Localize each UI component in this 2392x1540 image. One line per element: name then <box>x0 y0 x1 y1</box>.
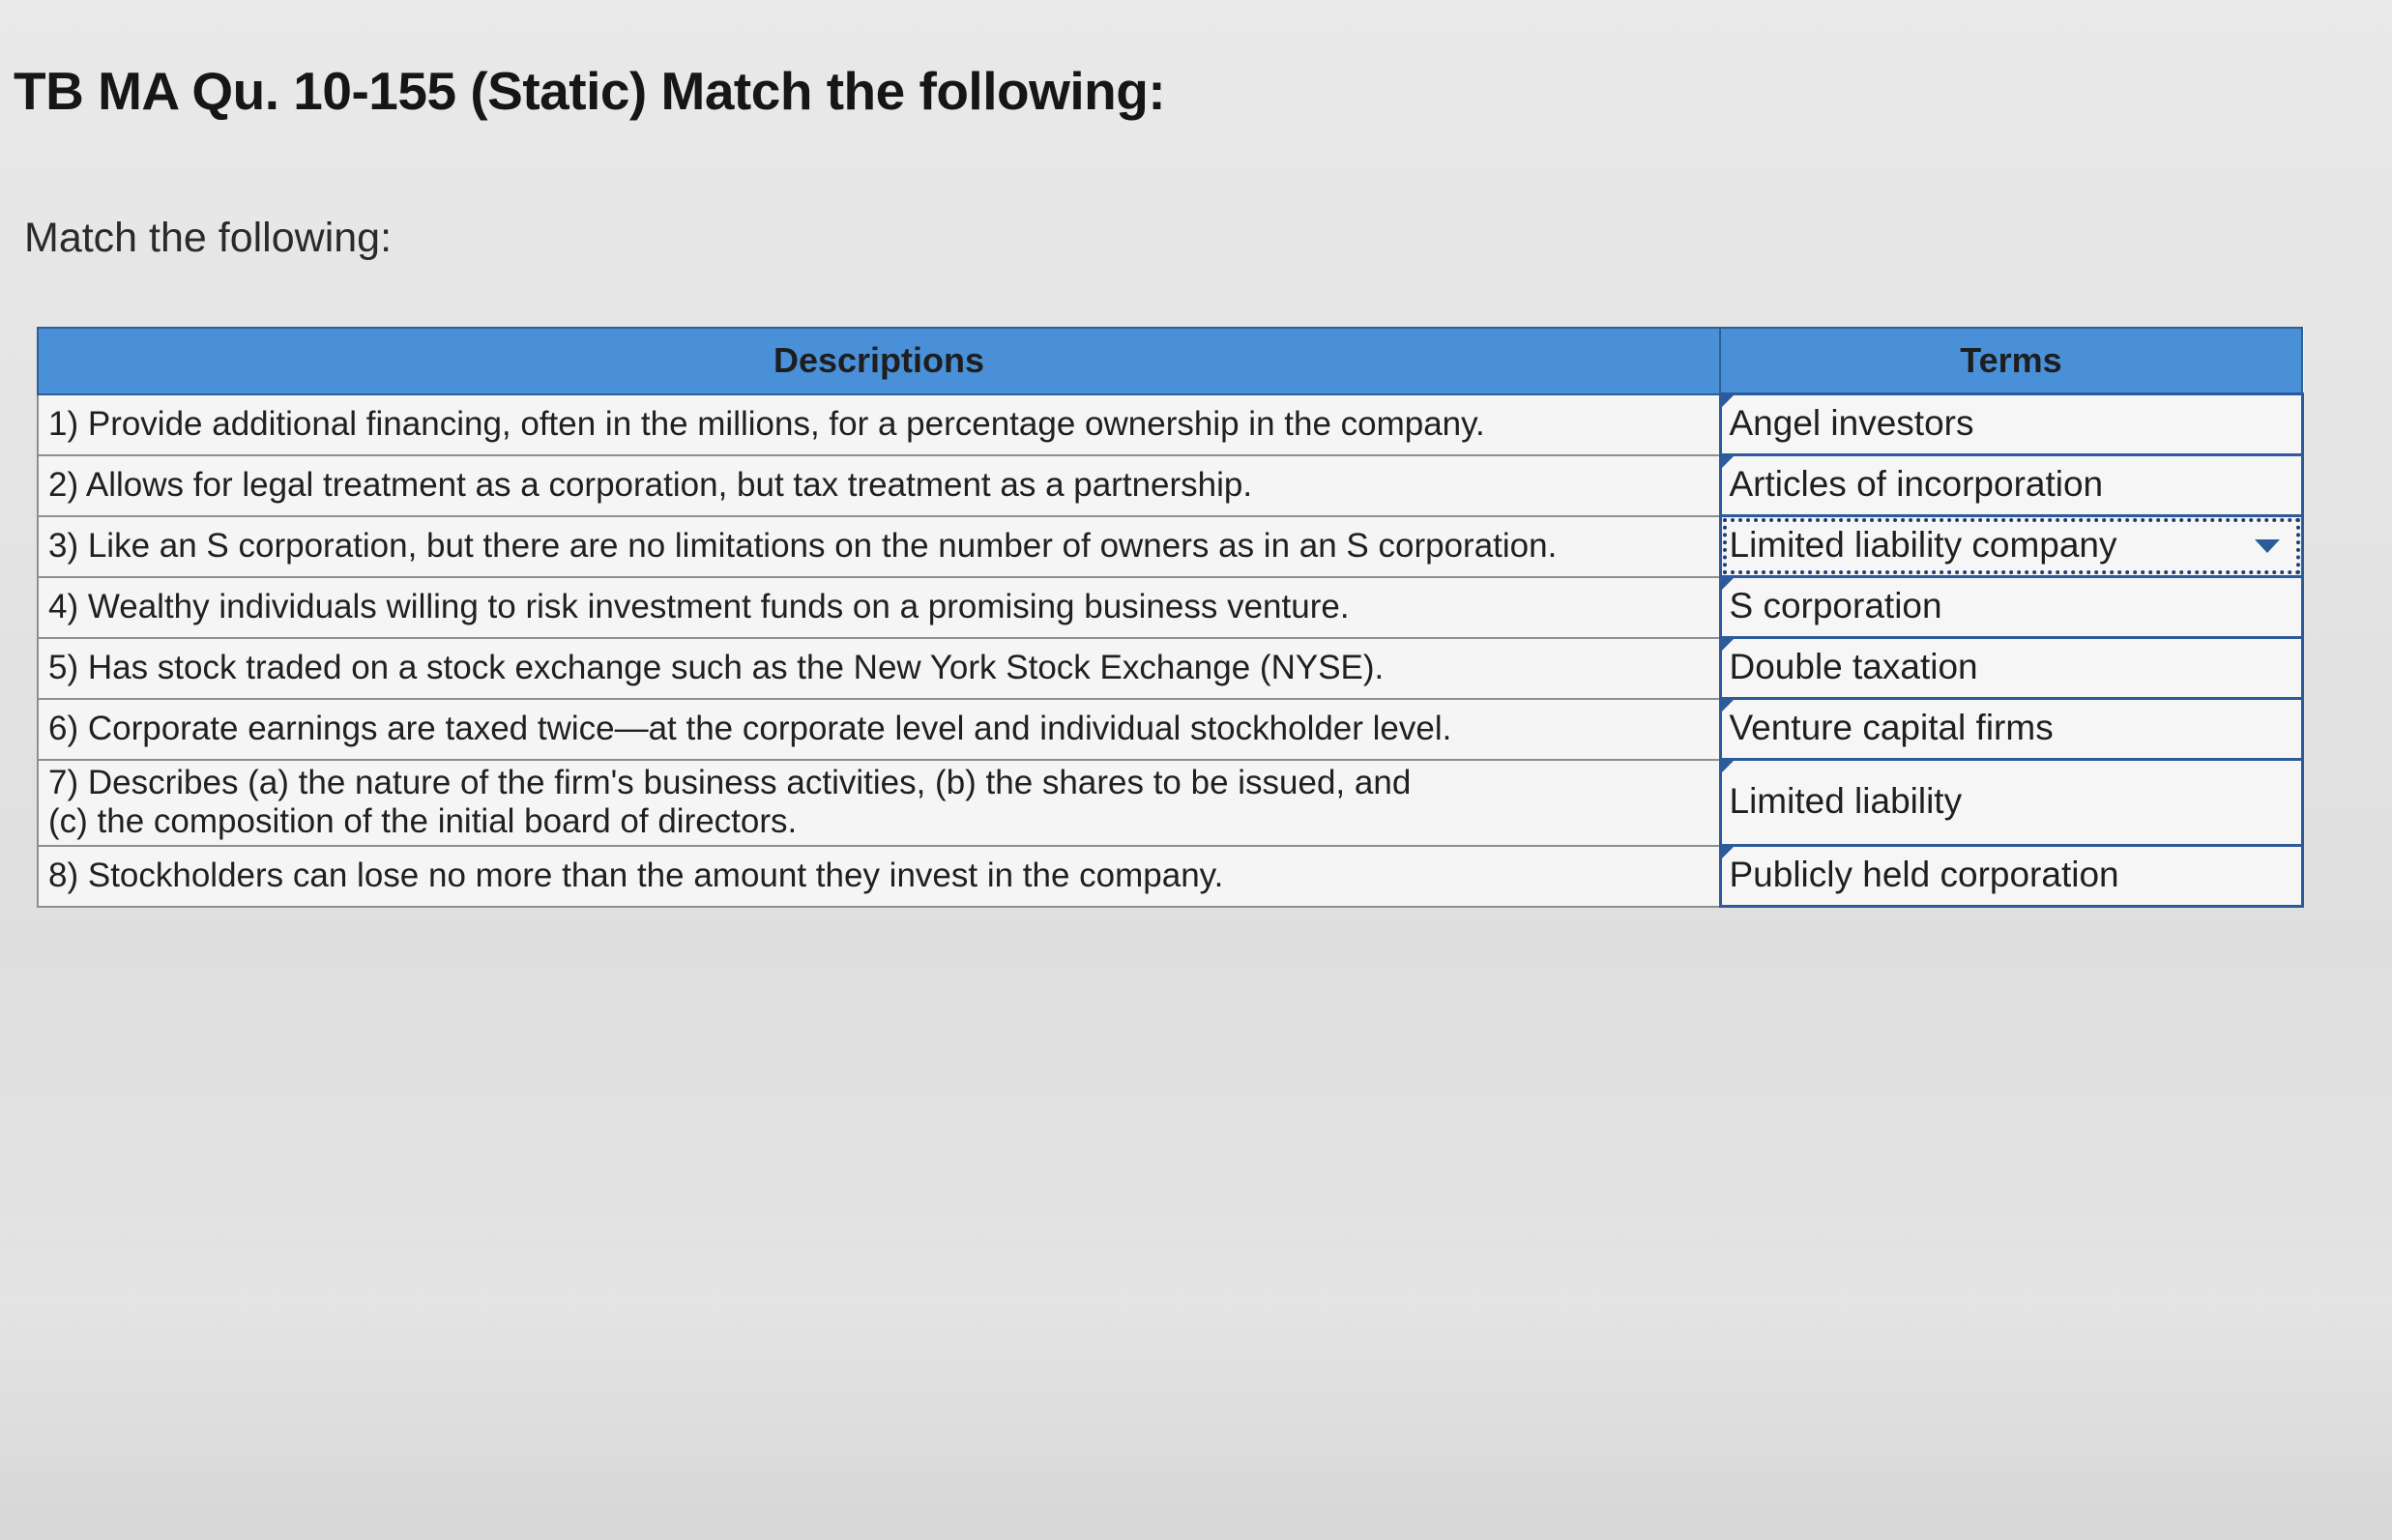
drag-handle-icon <box>1722 700 1734 712</box>
description-cell <box>38 760 1720 846</box>
description-cell <box>38 577 1720 638</box>
term-label: Venture capital firms <box>1729 708 2054 747</box>
description-text: 8) Stockholders can lose no more than the amount they invest in the company. <box>48 857 1224 894</box>
description-cell <box>38 638 1720 699</box>
description-cell <box>38 699 1720 760</box>
drag-handle-icon <box>1722 761 1734 772</box>
description-text: 2) Allows for legal treatment as a corporation, but tax treatment as a partnership. <box>48 466 1253 504</box>
draggable-term[interactable] <box>1722 761 2301 844</box>
description-text: 6) Corporate earnings are taxed twice—at the corporate level and individual stockholder level. <box>48 710 1452 747</box>
term-cell <box>1720 760 2302 846</box>
description-text: 1) Provide additional financing, often in the millions, for a percentage ownership in the company. <box>48 405 1485 443</box>
draggable-term[interactable] <box>1722 578 2301 636</box>
draggable-term[interactable] <box>1722 639 2301 697</box>
table-row <box>38 846 2302 907</box>
description-text: 5) Has stock traded on a stock exchange such as the New York Stock Exchange (NYSE). <box>48 649 1385 686</box>
term-cell <box>1720 455 2302 516</box>
term-label: Limited liability <box>1729 781 1963 821</box>
table-row <box>38 638 2302 699</box>
draggable-term[interactable] <box>1722 847 2301 905</box>
term-label: Articles of incorporation <box>1729 464 2104 504</box>
table-row <box>38 394 2302 455</box>
table-row <box>38 455 2302 516</box>
description-cell <box>38 846 1720 907</box>
drag-handle-icon <box>1722 639 1734 651</box>
description-text: 7) Describes (a) the nature of the firm's business activities, (b) the shares to be issued, and (c) the composition of the initial board of directors. <box>48 764 1412 840</box>
column-header-descriptions: Descriptions <box>38 328 1720 394</box>
draggable-term[interactable] <box>1722 456 2301 514</box>
term-label: Publicly held corporation <box>1729 855 2119 894</box>
draggable-term-focused[interactable] <box>1722 517 2301 575</box>
table-header-row <box>38 328 2302 394</box>
description-cell <box>38 516 1720 577</box>
term-cell <box>1720 638 2302 699</box>
term-cell <box>1720 516 2302 577</box>
table-row <box>38 760 2302 846</box>
term-label: Double taxation <box>1729 647 1978 686</box>
page-title: TB MA Qu. 10-155 (Static) Match the following: <box>14 61 1166 121</box>
term-label: Angel investors <box>1729 403 1974 443</box>
term-label: S corporation <box>1729 586 1942 625</box>
chevron-down-icon[interactable] <box>2255 539 2280 553</box>
term-cell <box>1720 699 2302 760</box>
drag-handle-icon <box>1722 395 1734 407</box>
table-row <box>38 577 2302 638</box>
draggable-term[interactable] <box>1722 395 2301 453</box>
column-header-terms: Terms <box>1720 328 2302 394</box>
drag-handle-icon <box>1722 847 1734 858</box>
drag-handle-icon <box>1722 578 1734 590</box>
description-text: 4) Wealthy individuals willing to risk investment funds on a promising business venture. <box>48 588 1350 625</box>
matching-table <box>37 327 2304 908</box>
description-text: 3) Like an S corporation, but there are no limitations on the number of owners as in an S corporation. <box>48 527 1558 565</box>
term-label: Limited liability company <box>1729 525 2117 565</box>
term-cell <box>1720 394 2302 455</box>
term-cell <box>1720 577 2302 638</box>
screen-glare <box>0 947 2392 1540</box>
description-cell <box>38 455 1720 516</box>
description-cell <box>38 394 1720 455</box>
table-row <box>38 516 2302 577</box>
term-cell <box>1720 846 2302 907</box>
table-row <box>38 699 2302 760</box>
draggable-term[interactable] <box>1722 700 2301 758</box>
instruction-text: Match the following: <box>24 215 393 261</box>
drag-handle-icon <box>1722 456 1734 468</box>
